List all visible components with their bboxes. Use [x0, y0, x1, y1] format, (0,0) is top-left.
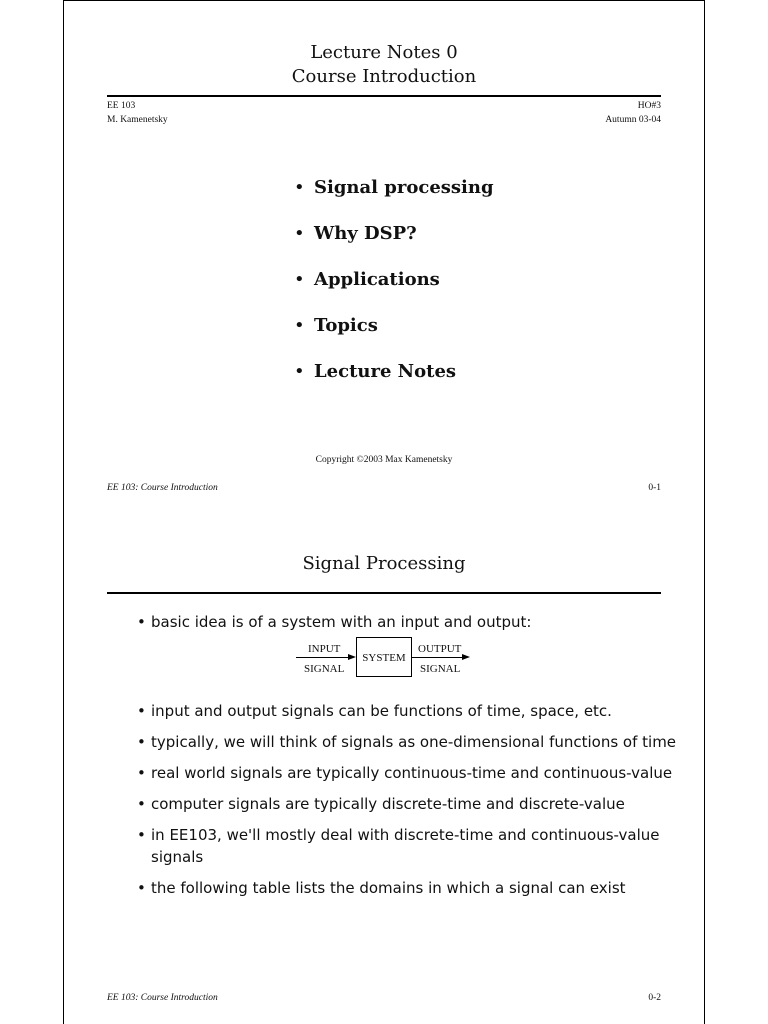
title-rule	[107, 95, 661, 97]
list-item	[294, 360, 494, 406]
arrow-right-icon	[462, 654, 470, 660]
output-label-bottom: SIGNAL	[420, 663, 461, 675]
bullet-icon: •	[137, 613, 146, 631]
list-item	[137, 877, 677, 899]
list-item	[294, 268, 494, 314]
bullet-icon: •	[137, 826, 146, 844]
bullet-icon: •	[137, 764, 146, 782]
list-item-label: Lecture Notes	[314, 361, 457, 382]
bullet-icon: •	[294, 315, 305, 336]
system-block-diagram	[294, 637, 474, 681]
list-item-label: typically, we will think of signals as one-dimensional functions of time	[151, 733, 677, 751]
list-item	[137, 700, 677, 722]
bullet-icon: •	[137, 733, 146, 751]
footer-course-title: EE 103: Course Introduction	[107, 993, 218, 1003]
slide-1-title-line-1: Lecture Notes 0	[310, 42, 458, 63]
list-item	[137, 824, 677, 868]
system-box: SYSTEM	[356, 637, 412, 677]
bullet-icon: •	[294, 361, 305, 382]
list-item-label: the following table lists the domains in which a signal can exist	[151, 879, 626, 897]
list-item-label: Why DSP?	[314, 223, 417, 244]
list-item-label: Signal processing	[314, 177, 494, 198]
author-name: M. Kamenetsky	[107, 115, 168, 125]
slide-2	[63, 511, 705, 1024]
term: Autumn 03-04	[605, 115, 661, 125]
footer-course-title: EE 103: Course Introduction	[107, 483, 218, 493]
bullet-icon: •	[294, 223, 305, 244]
bullet-icon: •	[294, 269, 305, 290]
page-number: 0-1	[648, 483, 661, 493]
bullet-icon: •	[137, 702, 146, 720]
list-item	[294, 222, 494, 268]
bullet-icon: •	[137, 795, 146, 813]
bullet-icon: •	[294, 177, 305, 198]
list-item	[137, 731, 677, 753]
list-item	[137, 762, 677, 784]
input-label-bottom: SIGNAL	[304, 663, 345, 675]
handout-number: HO#3	[637, 101, 661, 111]
list-item-label: in EE103, we'll mostly deal with discrete-time and continuous-value signals	[151, 826, 660, 866]
list-item-label: Applications	[314, 269, 440, 290]
list-item	[137, 611, 677, 633]
page-number: 0-2	[648, 993, 661, 1003]
input-label-top: INPUT	[308, 643, 341, 655]
output-label-top: OUTPUT	[418, 643, 462, 655]
slide-1-title-line-2: Course Introduction	[291, 66, 477, 87]
arrow-right-icon	[348, 654, 356, 660]
list-item-label: computer signals are typically discrete-time and discrete-value	[151, 795, 625, 813]
list-item-label: basic idea is of a system with an input and output:	[151, 613, 532, 631]
list-item-label: Topics	[314, 315, 378, 336]
slide-1	[63, 0, 705, 512]
bullet-icon: •	[137, 879, 146, 897]
list-item	[137, 793, 677, 815]
list-item-label: real world signals are typically continuous-time and continuous-value	[151, 764, 673, 782]
input-arrow-line	[296, 657, 348, 658]
list-item-label: input and output signals can be functions of time, space, etc.	[151, 702, 612, 720]
copyright-notice: Copyright ©2003 Max Kamenetsky	[315, 455, 453, 465]
list-item	[294, 314, 494, 360]
output-arrow-line	[412, 657, 462, 658]
slide-2-title: Signal Processing	[302, 553, 466, 574]
title-rule	[107, 592, 661, 594]
list-item	[294, 176, 494, 222]
topic-list	[294, 176, 494, 406]
course-code: EE 103	[107, 101, 136, 111]
